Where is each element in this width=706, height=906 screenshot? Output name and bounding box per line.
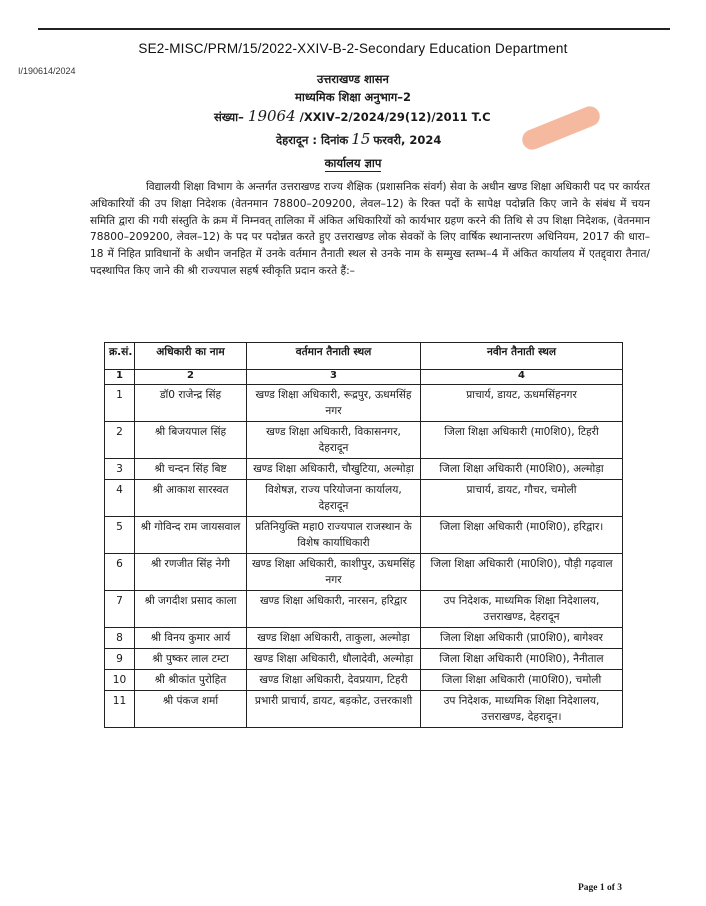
cell-current: प्रतिनियुक्ति महा0 राज्यपाल राजस्थान के विशेष कार्याधिकारी [247,517,421,554]
cell-new: जिला शिक्षा अधिकारी (प्रा0शि0), बागेश्वर [421,628,623,649]
reference-number [214,107,491,125]
table-row [105,670,623,691]
column-number-row [105,370,623,385]
memo-title: कार्यालय ज्ञाप [324,156,382,170]
cell-name: श्री जगदीश प्रसाद काला [135,591,247,628]
cell-current: खण्ड शिक्षा अधिकारी, देवप्रयाग, टिहरी [247,670,421,691]
cell-name: श्री गोविन्द राम जायसवाल [135,517,247,554]
header-serial: क्र.सं. [105,343,135,370]
cell-name: श्री चन्दन सिंह बिष्ट [135,459,247,480]
column-number: 3 [247,370,421,385]
cell-current: प्रभारी प्राचार्य, डायट, बड़कोट, उत्तरकाशी [247,691,421,728]
cell-new: जिला शिक्षा अधिकारी (मा0शि0), पौड़ी गढ़वाल [421,554,623,591]
cell-current: खण्ड शिक्षा अधिकारी, नारसन, हरिद्वार [247,591,421,628]
column-number: 2 [135,370,247,385]
cell-current: खण्ड शिक्षा अधिकारी, चौखुटिया, अल्मोड़ा [247,459,421,480]
cell-serial: 4 [105,480,135,517]
table-header-row [105,343,623,370]
table-row [105,459,623,480]
table-row [105,480,623,517]
cell-new: जिला शिक्षा अधिकारी (मा0शि0), अल्मोड़ा [421,459,623,480]
table-row [105,554,623,591]
file-reference: SE2-MISC/PRM/15/2022-XXIV-B-2-Secondary Education Department [138,41,568,56]
cell-name: श्री आकाश सारस्वत [135,480,247,517]
cell-serial: 2 [105,422,135,459]
table-row [105,591,623,628]
cell-name: श्री पंकज शर्मा [135,691,247,728]
cell-current: खण्ड शिक्षा अधिकारी, ताकुला, अल्मोड़ा [247,628,421,649]
column-number: 1 [105,370,135,385]
cell-serial: 10 [105,670,135,691]
section-name: माध्यमिक शिक्षा अनुभाग–2 [294,90,412,104]
date-line [276,130,441,148]
top-rule [38,28,670,30]
cell-current: खण्ड शिक्षा अधिकारी, विकासनगर, देहरादून [247,422,421,459]
place-label: देहरादून : दिनांक [276,133,349,147]
cell-current: खण्ड शिक्षा अधिकारी, रूद्रपुर, ऊधमसिंह नगर [247,385,421,422]
handwritten-number: 19064 [247,107,296,125]
header-name: अधिकारी का नाम [135,343,247,370]
table-row [105,385,623,422]
table-row [105,628,623,649]
header-current-posting: वर्तमान तैनाती स्थल [247,343,421,370]
header-new-posting: नवीन तैनाती स्थल [421,343,623,370]
cell-new: जिला शिक्षा अधिकारी (मा0शि0), चमोली [421,670,623,691]
table-row [105,649,623,670]
number-label: संख्या– [214,110,244,124]
cell-name: श्री पुष्कर लाल टम्टा [135,649,247,670]
cell-serial: 9 [105,649,135,670]
file-number: I/190614/2024 [18,66,76,76]
table-row [105,422,623,459]
cell-serial: 8 [105,628,135,649]
cell-current: खण्ड शिक्षा अधिकारी, काशीपुर, ऊधमसिंह नगर [247,554,421,591]
column-number: 4 [421,370,623,385]
cell-new: प्राचार्य, डायट, ऊधमसिंहनगर [421,385,623,422]
cell-name: श्री बिजयपाल सिंह [135,422,247,459]
cell-serial: 3 [105,459,135,480]
cell-new: जिला शिक्षा अधिकारी (मा0शि0), टिहरी [421,422,623,459]
date-suffix: फरवरी, 2024 [373,133,442,147]
table-row [105,691,623,728]
handwritten-date: 15 [351,130,371,148]
cell-name: श्री श्रीकांत पुरोहित [135,670,247,691]
cell-new: जिला शिक्षा अधिकारी (मा0शि0), नैनीताल [421,649,623,670]
cell-serial: 1 [105,385,135,422]
cell-serial: 7 [105,591,135,628]
cell-serial: 11 [105,691,135,728]
highlighter-mark [519,103,603,152]
cell-current: खण्ड शिक्षा अधिकारी, धौलादेवी, अल्मोड़ा [247,649,421,670]
cell-new: उप निदेशक, माध्यमिक शिक्षा निदेशालय, उत्तराखण्ड, देहरादून [421,591,623,628]
cell-name: श्री विनय कुमार आर्य [135,628,247,649]
page-indicator: Page 1 of 3 [578,883,623,893]
government-name: उत्तराखण्ड शासन [317,72,389,86]
cell-name: डॉ0 राजेन्द्र सिंह [135,385,247,422]
cell-name: श्री रणजीत सिंह नेगी [135,554,247,591]
cell-serial: 6 [105,554,135,591]
cell-new: उप निदेशक, माध्यमिक शिक्षा निदेशालय, उत्तराखण्ड, देहरादून। [421,691,623,728]
cell-new: जिला शिक्षा अधिकारी (मा0शि0), हरिद्वार। [421,517,623,554]
number-suffix: /XXIV–2/2024/29(12)/2011 T.C [299,110,491,124]
body-paragraph: विद्यालयी शिक्षा विभाग के अन्तर्गत उत्तराखण्ड राज्य शैक्षिक (प्रशासनिक संवर्ग) सेवा के अधीन खण्ड शिक्षा अधिकारी पद पर कार्यरत अधिकारियों की उप शिक्षा निदेशक (वेतनमान 78800–209200, लेवल–12) के रिक्त पदों के सापेक्ष पदोन्नति किए जाने के संबंध में चयन समिति द्वारा की गयी संस्तुति के क्रम में निम्नवत् तालिका में अंकित अधिकारियों को कार्यभार ग्रहण करने की तिथि से उप शिक्षा निदेशक, (वेतनमान 78800–209200, लेवल–12) के पद पर पदोन्नत करते हुए उत्तराखण्ड लोक सेवकों के लिए वार्षिक स्थानान्तरण अधिनियम, 2017 की धारा–18 में निहित प्राविधानों के अधीन जनहित में उनके वर्तमान तैनाती स्थल से उनके नाम के सम्मुख स्तम्भ–4 में अंकित कार्यालय में एतद्द्वारा तैनात/पदस्थापित किए जाने की श्री राज्यपाल सहर्ष स्वीकृति प्रदान करते हैं:– [90,181,650,277]
cell-new: प्राचार्य, डायट, गौचर, चमोली [421,480,623,517]
postings-table [104,342,623,728]
cell-current: विशेषज्ञ, राज्य परियोजना कार्यालय, देहरादून [247,480,421,517]
cell-serial: 5 [105,517,135,554]
table-row [105,517,623,554]
